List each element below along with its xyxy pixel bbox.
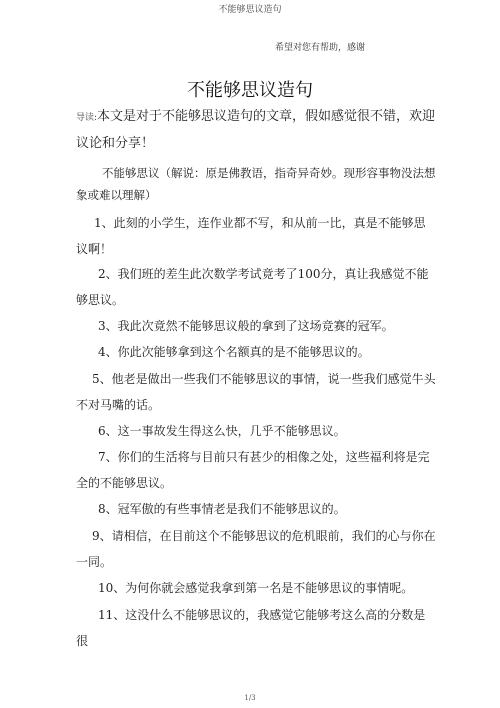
list-item: 5、他老是做出一些我们不能够思议的事情，说一些我们感觉牛头不对马嘴的话。 (76, 372, 436, 412)
page-number: 1/3 (244, 694, 256, 702)
list-item: 11、这没什么不能够思议的，我感觉它能够考这么高的分数是很 (76, 608, 426, 648)
list-item: 2、我们班的差生此次数学考试竟考了100分，真让我感觉不能够思议。 (76, 267, 429, 307)
lead-tag: 导读: (76, 113, 98, 123)
header-note: 希望对您有帮助，感谢 (275, 43, 366, 53)
list-item: 7、你们的生活将与目前只有甚少的相像之处，这些福利将是完全的不能够思议。 (76, 450, 430, 490)
lead-paragraph (76, 104, 436, 157)
list-item: 9、请相信，在目前这个不能够思议的危机眼前，我们的心与你在一同。 (76, 529, 436, 569)
list-item: 10、为何你就会感觉我拿到第一名是不能够思议的事情呢。 (98, 581, 414, 595)
list-item: 6、这一事故发生得这么快，几乎不能够思议。 (98, 424, 346, 438)
running-header: 不能够思议造句 (218, 5, 282, 15)
definition-paragraph: 不能够思议（解说：原是佛教语，指奇异奇妙。现形容事物没法想象或难以理解） (76, 166, 436, 202)
page-title: 不能够思议造句 (187, 80, 313, 101)
list-item: 3、我此次竟然不能够思议般的拿到了这场竞赛的冠军。 (98, 319, 394, 333)
list-item: 1、此刻的小学生，连作业都不写，和从前一比，真是不能够思议啊！ (76, 216, 426, 256)
lead-text: 本文是对于不能够思议造句的文章，假如感觉很不错，欢迎议论和分享！ (76, 109, 436, 151)
list-item: 8、冠军傲的有些事情老是我们不能够思议的。 (98, 502, 346, 516)
list-item: 4、你此次能够拿到这个名额真的是不能够思议的。 (98, 345, 370, 359)
